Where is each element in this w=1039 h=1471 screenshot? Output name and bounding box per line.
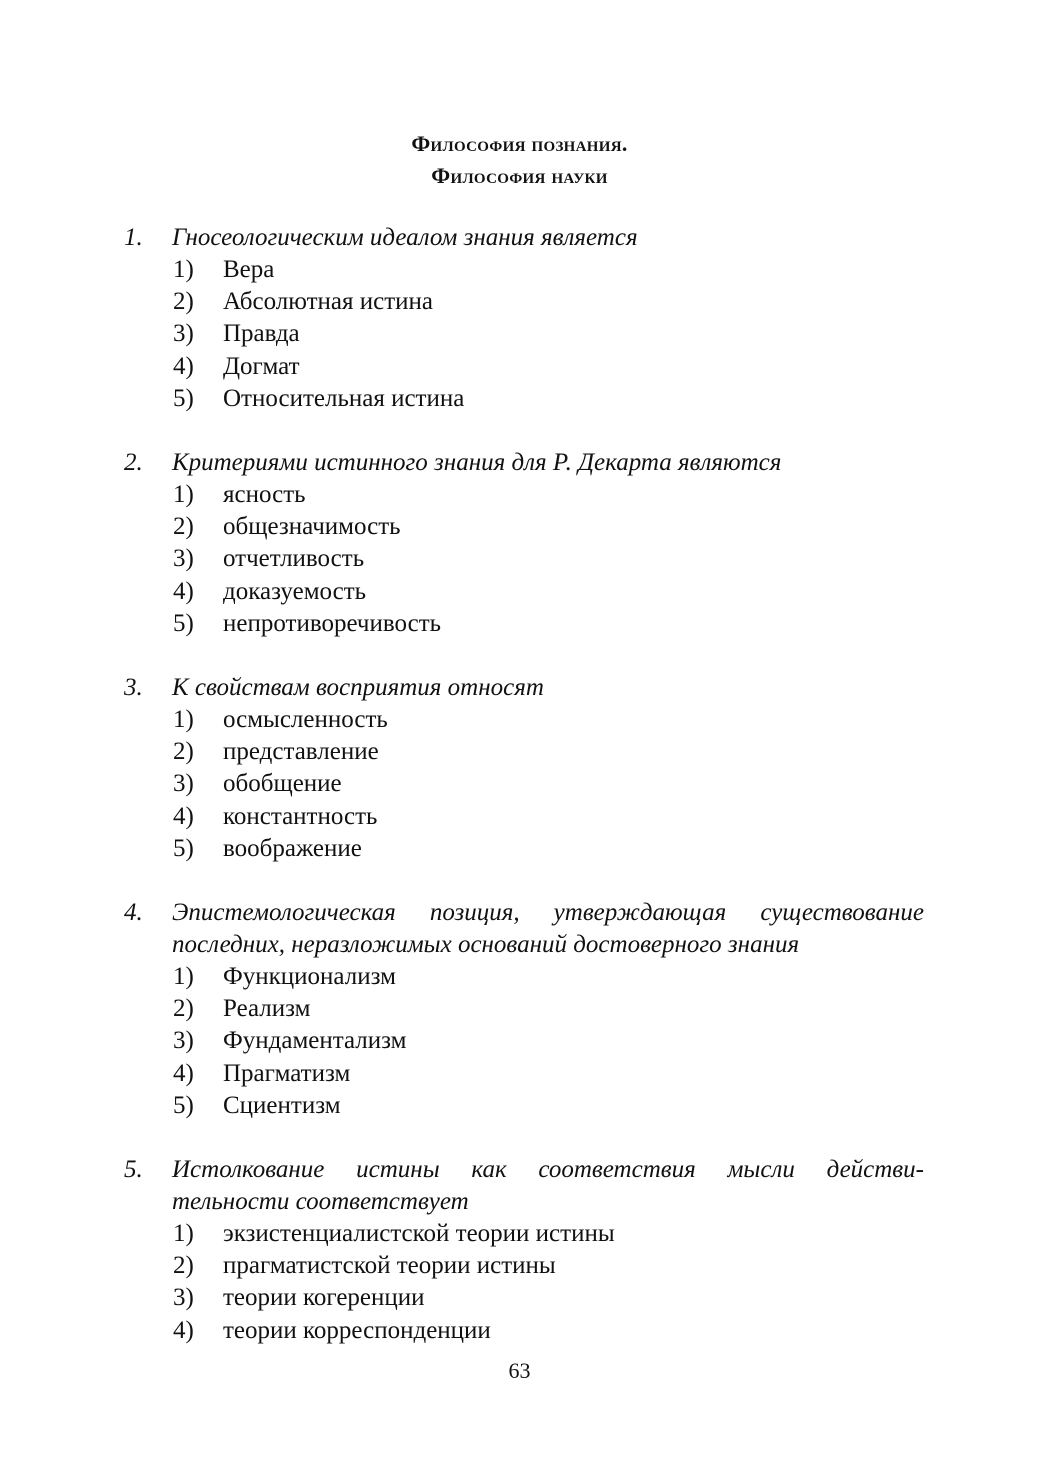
question-prompt xyxy=(124,897,924,929)
answer-option xyxy=(124,768,924,800)
option-text: Абсолютная истина xyxy=(223,288,433,316)
answer-option xyxy=(124,351,924,383)
option-number: 1) xyxy=(173,481,194,508)
question-prompt xyxy=(124,672,924,704)
option-number: 1) xyxy=(173,706,194,733)
option-text: Догмат xyxy=(223,352,300,380)
option-text: представление xyxy=(223,738,379,766)
answer-option xyxy=(124,736,924,768)
question-prompt xyxy=(124,222,924,254)
answer-option xyxy=(124,318,924,350)
option-number: 1) xyxy=(173,1220,194,1247)
answer-option xyxy=(124,543,924,575)
option-number: 4) xyxy=(173,1059,194,1087)
answer-option xyxy=(124,1090,924,1122)
option-number: 4) xyxy=(173,1316,194,1344)
question-3 xyxy=(124,672,924,865)
option-text: отчетливость xyxy=(223,545,365,573)
option-text: константность xyxy=(223,802,378,830)
option-number: 4) xyxy=(173,802,194,830)
option-number: 2) xyxy=(173,288,194,316)
option-number: 2) xyxy=(173,995,194,1023)
answer-option xyxy=(124,286,924,318)
option-text: ясность xyxy=(223,481,306,508)
option-number: 3) xyxy=(173,1284,194,1312)
option-text: теории корреспонденции xyxy=(223,1316,491,1344)
question-number: 1. xyxy=(124,224,143,251)
option-text: Относительная истина xyxy=(223,384,465,412)
answer-option xyxy=(124,801,924,833)
question-2 xyxy=(124,447,924,640)
answer-option xyxy=(124,1282,924,1314)
answer-option xyxy=(124,1058,924,1090)
question-prompt xyxy=(124,447,924,479)
option-text: Фундаментализм xyxy=(223,1027,407,1055)
question-number: 5. xyxy=(124,1156,143,1183)
option-text: непротиворечивость xyxy=(223,609,442,637)
option-number: 1) xyxy=(173,963,194,990)
question-number: 2. xyxy=(124,449,143,476)
question-4 xyxy=(124,897,924,1122)
option-text: Функционализм xyxy=(223,963,396,990)
section-title-line-1: Философия познания. xyxy=(411,131,628,156)
option-text: Прагматизм xyxy=(223,1059,351,1087)
section-title-line-2: Философия науки xyxy=(431,163,608,188)
option-text: Вера xyxy=(223,256,275,283)
option-text: доказуемость xyxy=(223,577,367,605)
option-text: общезначимость xyxy=(223,513,401,541)
answer-option xyxy=(124,1025,924,1057)
page-number: 63 xyxy=(508,1358,531,1383)
answer-option xyxy=(124,479,924,511)
option-number: 3) xyxy=(173,770,194,798)
answer-option xyxy=(124,704,924,736)
question-text-continued: последних, неразложимых оснований достоверного знания xyxy=(172,931,800,958)
answer-option xyxy=(124,1315,924,1347)
option-text: экзистенциалистской теории истины xyxy=(223,1220,615,1247)
option-number: 2) xyxy=(173,513,194,541)
option-text: воображение xyxy=(223,834,362,862)
question-text: Эпистемологическая позиция, утверждающая существование xyxy=(172,899,924,926)
question-number: 4. xyxy=(124,899,143,926)
answer-option xyxy=(124,1218,924,1250)
option-text: прагматистской теории истины xyxy=(223,1252,556,1280)
option-number: 5) xyxy=(173,609,194,637)
option-number: 5) xyxy=(173,1091,194,1119)
answer-option xyxy=(124,254,924,286)
answer-option xyxy=(124,993,924,1025)
option-number: 3) xyxy=(173,1027,194,1055)
option-text: теории когеренции xyxy=(223,1284,425,1312)
option-number: 5) xyxy=(173,384,194,412)
question-text: Критериями истинного знания для Р. Декарта являются xyxy=(172,449,782,476)
question-1 xyxy=(124,222,924,415)
question-5 xyxy=(124,1154,924,1347)
option-text: осмысленность xyxy=(223,706,388,733)
answer-option xyxy=(124,961,924,993)
option-number: 2) xyxy=(173,738,194,766)
option-number: 4) xyxy=(173,352,194,380)
option-number: 4) xyxy=(173,577,194,605)
question-number: 3. xyxy=(124,674,143,701)
question-prompt xyxy=(124,1154,924,1186)
question-text: Гносеологическим идеалом знания является xyxy=(172,224,638,251)
option-number: 5) xyxy=(173,834,194,862)
option-number: 3) xyxy=(173,545,194,573)
answer-option xyxy=(124,383,924,415)
answer-option xyxy=(124,833,924,865)
question-text: Истолкование истины как соответствия мысли действи- xyxy=(172,1156,924,1183)
option-number: 2) xyxy=(173,1252,194,1280)
answer-option xyxy=(124,576,924,608)
option-number: 3) xyxy=(173,320,194,348)
option-text: обобщение xyxy=(223,770,342,798)
answer-option xyxy=(124,511,924,543)
option-text: Правда xyxy=(223,320,300,348)
option-number: 1) xyxy=(173,256,194,283)
option-text: Сциентизм xyxy=(223,1091,341,1119)
question-text-continued: тельности соответствует xyxy=(172,1188,469,1215)
answer-option xyxy=(124,608,924,640)
answer-option xyxy=(124,1250,924,1282)
option-text: Реализм xyxy=(223,995,311,1023)
question-text: К свойствам восприятия относят xyxy=(172,674,544,701)
